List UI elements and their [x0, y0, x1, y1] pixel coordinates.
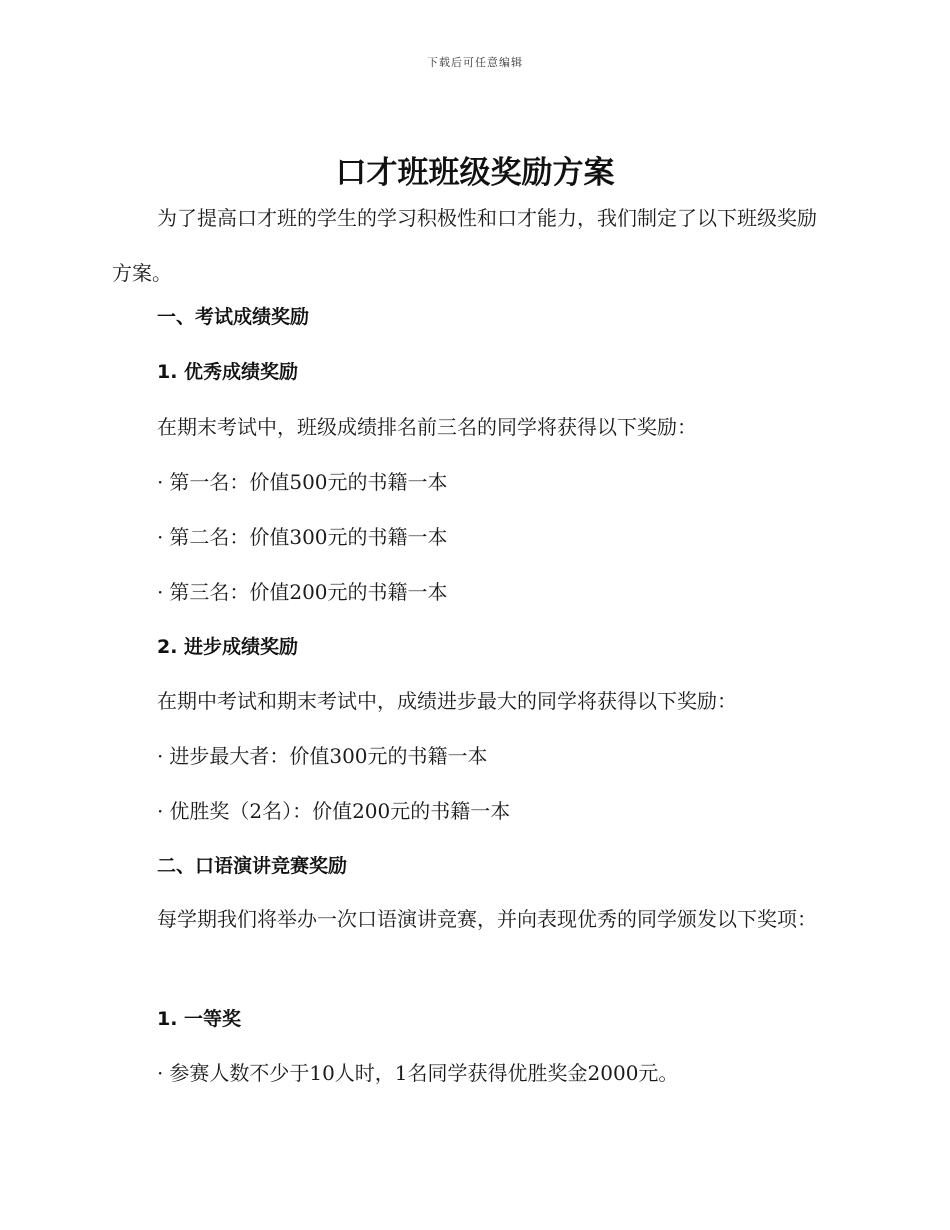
list-item	[157, 797, 510, 825]
list-item-text: 第二名：价值300元的书籍一本	[169, 525, 448, 549]
section-1-sub-2-description: 在期中考试和期末考试中，成绩进步最大的同学将获得以下奖励：	[157, 689, 737, 713]
list-item-text: 优胜奖（2名）：价值200元的书籍一本	[169, 799, 511, 823]
section-1-sub-1-heading: 1. 优秀成绩奖励	[157, 361, 299, 383]
list-item	[157, 578, 448, 606]
bullet-icon: ·	[157, 799, 164, 823]
bullet-icon: ·	[157, 525, 164, 549]
list-item	[157, 1059, 678, 1087]
list-item-text: 参赛人数不少于10人时，1名同学获得优胜奖金2000元。	[169, 1061, 679, 1085]
document-title: 口才班班级奖励方案	[335, 155, 615, 191]
section-2-sub-1-heading: 1. 一等奖	[157, 1008, 242, 1030]
bullet-icon: ·	[157, 470, 164, 494]
list-item-text: 第三名：价值200元的书籍一本	[169, 580, 448, 604]
section-1-sub-2-heading: 2. 进步成绩奖励	[157, 636, 299, 658]
list-item-text: 进步最大者：价值300元的书籍一本	[169, 744, 488, 768]
bullet-icon: ·	[157, 580, 164, 604]
intro-paragraph: 为了提高口才班的学生的学习积极性和口才能力，我们制定了以下班级奖励方案。	[112, 206, 817, 285]
section-2-heading: 二、口语演讲竞赛奖励	[157, 855, 348, 877]
page-header: 下载后可任意编辑	[427, 56, 523, 69]
section-2-description: 每学期我们将举办一次口语演讲竞赛，并向表现优秀的同学颁发以下奖项：	[157, 907, 817, 931]
list-item	[157, 468, 448, 496]
section-1-heading: 一、考试成绩奖励	[157, 306, 310, 328]
bullet-icon: ·	[157, 744, 164, 768]
list-item	[157, 523, 448, 551]
bullet-icon: ·	[157, 1061, 164, 1085]
list-item	[157, 742, 488, 770]
list-item-text: 第一名：价值500元的书籍一本	[169, 470, 448, 494]
section-1-sub-1-description: 在期末考试中，班级成绩排名前三名的同学将获得以下奖励：	[157, 415, 697, 439]
